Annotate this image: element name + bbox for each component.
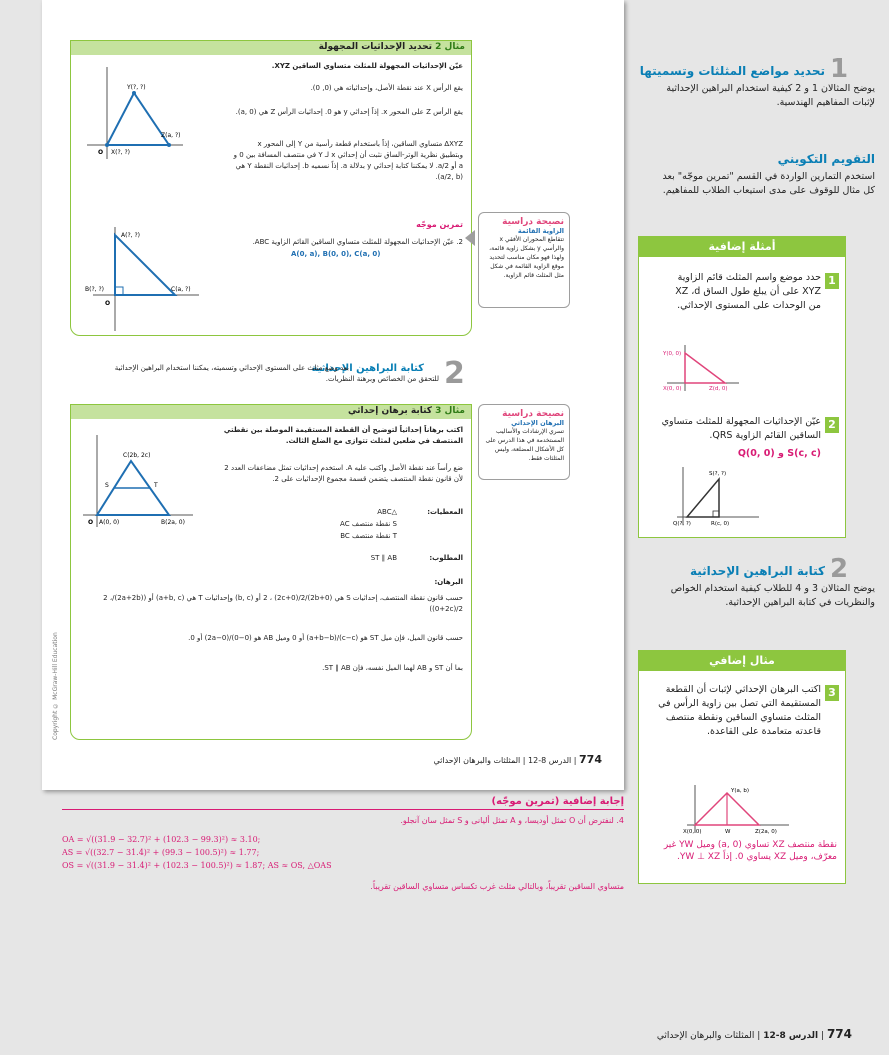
copyright-credit: Copyright © McGraw-Hill Education [52,632,59,740]
extra-example-3-graph [683,783,793,835]
guided-practice-text: تمرين موجّه [416,220,463,229]
page-lesson: الدرس 8-12 [763,1031,819,1041]
ee2-label-r: R(c, 0) [711,521,730,527]
proof-step-1: حسب قانون نقطة المنتصف، إحداثيات S هي (2b+0)/2 ، (2c+0)/2 أو (b, c) وإحداثيات T هي (a+b, c) أو ((2a+2b)/2 ، (0+2c)/2) [103,594,463,613]
extra-example-1-number: 1 [825,273,839,289]
guided-practice-answer: A(0, a), B(0, 0), C(a, 0) [291,250,381,258]
extra-example-1-graph [663,343,743,393]
graph3-label-c: C(2b, 2c) [123,452,151,459]
teacher-section-1-number: 1 [830,54,849,84]
additional-answer-title: إجابة إضافية (تمرين موجّه) [62,796,624,810]
student-page-lesson-title: المثلثات والبرهان الإحداثي [433,756,521,765]
ee3-label-y: Y(a, b) [731,788,750,794]
additional-answer-block [62,796,624,946]
prove-label: المطلوب: [429,554,463,562]
example-3-title: كتابة برهان إحداثي [348,406,433,416]
example-3-box [70,404,472,740]
extra-example-header: مثال إضافي [639,651,845,671]
study-tip-1 [478,212,570,308]
graph-label-x: X(?, ?) [111,149,130,156]
ee1-label-y: Y(0, 0) [663,351,682,357]
extra-example-2-text: عيّن الإحداثيات المجهولة للمثلث متساوي الساقين القائم الزاوية QRS. [661,416,821,441]
section-2-title: كتابة البراهين الإحداثية [311,363,424,374]
teacher-section-2-title: كتابة البراهين الإحداثية [689,564,825,578]
example-2-step-1: يقع الرأس X عند نقطة الأصل، وإحداثياته هي (0, 0). [310,84,463,92]
teacher-section-1-text: يوضح المثالان 1 و 2 كيفية استخدام البراهين الإحداثية لإثبات المفاهيم الهندسية. [666,83,875,108]
tip-1-pointer [465,230,475,246]
ee1-label-z: Z(d, 0) [709,386,728,392]
page-footer: 774 | الدرس 8-12 | المثلثات والبرهان الإحداثي [656,1027,852,1041]
graph-label-y: Y(?, ?) [127,84,146,91]
extra-example-2-answer: S(c, c) و Q(0, 0) [737,448,821,459]
extra-example-3-number: 3 [825,685,839,701]
graph2-label-b: B(?, ?) [85,286,104,293]
example-3-number: مثال 3 [435,406,465,416]
graph2-label-a: A(?, ?) [121,232,140,239]
example-2-number: مثال 2 [435,42,465,52]
example-3-header [71,405,471,419]
graph3-label-t: T [154,482,158,489]
proof-label: البرهان: [434,578,463,586]
study-tip-1-title: نصيحة دراسية [502,217,564,227]
study-tip-2-title: نصيحة دراسية [502,409,564,419]
page-lesson-title: المثلثات والبرهان الإحداثي [656,1031,755,1041]
example-3-question: اكتب برهاناً إحداثياً لتوضيح أن القطعة المستقيمة الموصلة بين نقطتي المنتصف في ضلعين لمثلث تتوازى مع الضلع الثالث. [223,426,463,445]
student-page-footer: 774 | الدرس 8-12 | المثلثات والبرهان الإحداثي [433,753,602,766]
student-edition-page [42,0,624,790]
teacher-section-1-title: تحديد مواضع المثلثات وتسميتها [639,64,825,78]
graph3-label-origin: O [88,519,94,526]
section-2-text: بعد وضع مثلث على المستوى الإحداثي وتسميته، يمكننا استخدام البراهين الإحداثية للتحقق من الخصائص وبرهنة النظريات. [114,364,439,383]
section-2-number: 2 [444,356,465,391]
example-2-box [70,40,472,336]
graph3-label-b: B(2a, 0) [161,519,185,526]
ee3-label-w: W [725,829,731,835]
example-2-question: عيّن الإحداثيات المجهولة للمثلث متساوي الساقين XYZ. [271,62,463,70]
formative-assessment-text: استخدم التمارين الواردة في القسم "تمرين موجّه" بعد كل مثال للوقوف على مدى استيعاب الطلاب للمفاهيم. [662,171,875,196]
ee3-label-z: Z(2a, 0) [755,829,777,835]
extra-example-2-number: 2 [825,417,839,433]
example-2-graph [79,63,189,163]
additional-answer-eq-2: AS = √((32.7 − 31.4)² + (99.3 − 100.5)²) ≈ 1.77; [62,848,260,857]
graph3-label-s: S [105,482,109,489]
teacher-section-2-text: يوضح المثالان 3 و 4 للطلاب كيفية استخدام الخواص والنظريات في كتابة البراهين الإحداثية. [670,583,875,608]
extra-example-2-graph [673,465,763,527]
graph-label-z: Z(a, ?) [161,132,181,139]
graph-label-origin: O [98,149,104,156]
page-number: 774 [826,1027,852,1041]
study-tip-2 [478,404,570,480]
ee2-label-s: S(?, ?) [709,471,727,477]
formative-assessment-title: التقويم التكويني [777,152,875,166]
additional-answer-eq-3: OS = √((31.9 − 31.4)² + (102.3 − 100.5)²) ≈ 1.87; AS ≈ OS, △OAS [62,861,332,870]
guided-practice-label [343,219,463,230]
proof-step-3: بما أن ST و AB لهما الميل نفسه، فإن ST ∥ AB. [322,664,463,672]
given-label: المعطيات: [427,508,463,516]
ee1-label-x: X(0, 0) [663,386,682,392]
extra-example-3-text: اكتب البرهان الإحداثي لإثبات أن القطعة المستقيمة التي تصل بين زاوية الرأس في المثلث متساوي الساقين ونقطة منتصف قاعدته متعامدة على القاعدة. [658,684,821,737]
study-tip-2-subtitle: البرهان الإحداثي [511,419,564,427]
graph3-label-a: A(0, 0) [99,519,120,526]
student-page-lesson: الدرس 8-12 [528,756,572,765]
example-2-step-3: XYZ∆ متساوي الساقين، إذاً باستخدام قطعة رأسية من Y إلى المحور x وبتطبيق نظرية الوتر-الساق نثبت أن إحداثي x لـ Y في منتصف المسافة بين 0 و a أو a/2. لا يمكننا كتابة إحداثي y بدلالة a. إذاً نسميه b. إحداثيات النقطة Y هي (a/2, b). [233,140,463,181]
study-tip-1-text: تتقاطع المحوران الأفقي x والرأسي y بشكل زاوية قائمة، ولهذا فهو مكان مناسب لتحديد موقع الزاوية القائمة في شكل مثل المثلث قائم الزاوية. [489,236,564,279]
guided-practice-question: 2. عيّن الإحداثيات المجهولة للمثلث متساوي الساقين القائم الزاوية ABC. [252,238,463,246]
ee2-label-q: Q(?, ?) [673,521,691,527]
extra-examples-panel [638,236,846,538]
example-3-intro: ضع رأساً عند نقطة الأصل واكتب عليه A. استخدم إحداثيات تمثل مضاعفات العدد 2 لأن قانون نقطة المنتصف يتضمن قسمة مجموع الإحداثيات على 2. [224,464,463,483]
study-tip-2-text: تسري الإرشادات والأساليب المستخدمة في هذا الدرس على كل الأشكال المضلعة، وليس المثلثات فقط. [485,428,564,462]
given-item-3: T نقطة منتصف BC [340,532,397,540]
example-2-step-2: يقع الرأس Z على المحور x. إذاً إحداثي y هو 0. إحداثيات الرأس Z هي (a, 0). [235,108,463,116]
extra-example-3-answer: نقطة منتصف XZ تساوي (a, 0) وميل YW غير معرّف، وميل XZ يساوي 0. إذاً YW ⊥ XZ. [663,840,837,862]
example-2-header [71,41,471,55]
extra-example-1-text: حدد موضع واسم المثلث قائم الزاوية XYZ على أن يبلغ طول الساق XZ ،d من الوحدات على المستوى الإحداثي. [675,272,821,311]
prove-value: ST ∥ AB [370,554,397,562]
proof-step-2: حسب قانون الميل، فإن ميل ST هو (c−c)/(a+b−b) أو 0 وميل AB هو (0−0)/(2a−0) أو 0. [188,634,463,642]
example-2-title: تحديد الإحداثيات المجهولة [318,42,433,52]
student-page-number: 774 [579,753,602,766]
teacher-section-2-number: 2 [830,554,849,584]
extra-example-panel [638,650,846,884]
ee3-label-x: X(0, 0) [683,829,702,835]
study-tip-1-subtitle: الزاوية القائمة [517,227,564,235]
graph2-label-origin: O [105,300,111,307]
given-item-1: △ABC [377,508,397,516]
example-3-graph [77,431,197,531]
extra-examples-header: أمثلة إضافية [639,237,845,257]
additional-answer-eq-1: OA = √((31.9 − 32.7)² + (102.3 − 99.3)²) ≈ 3.10; [62,835,261,844]
additional-answer-conclusion: متساوي الساقين تقريباً، وبالتالي مثلث غرب تكساس متساوي الساقين تقريباً. [370,882,624,891]
additional-answer-intro: 4. لنفترض أن O تمثل أوديسا، و A تمثل أليانى و S تمثل سان آنجلو. [400,816,624,825]
guided-practice-graph [83,223,203,333]
graph2-label-c: C(a, ?) [171,286,191,293]
given-item-2: S نقطة منتصف AC [340,520,397,528]
